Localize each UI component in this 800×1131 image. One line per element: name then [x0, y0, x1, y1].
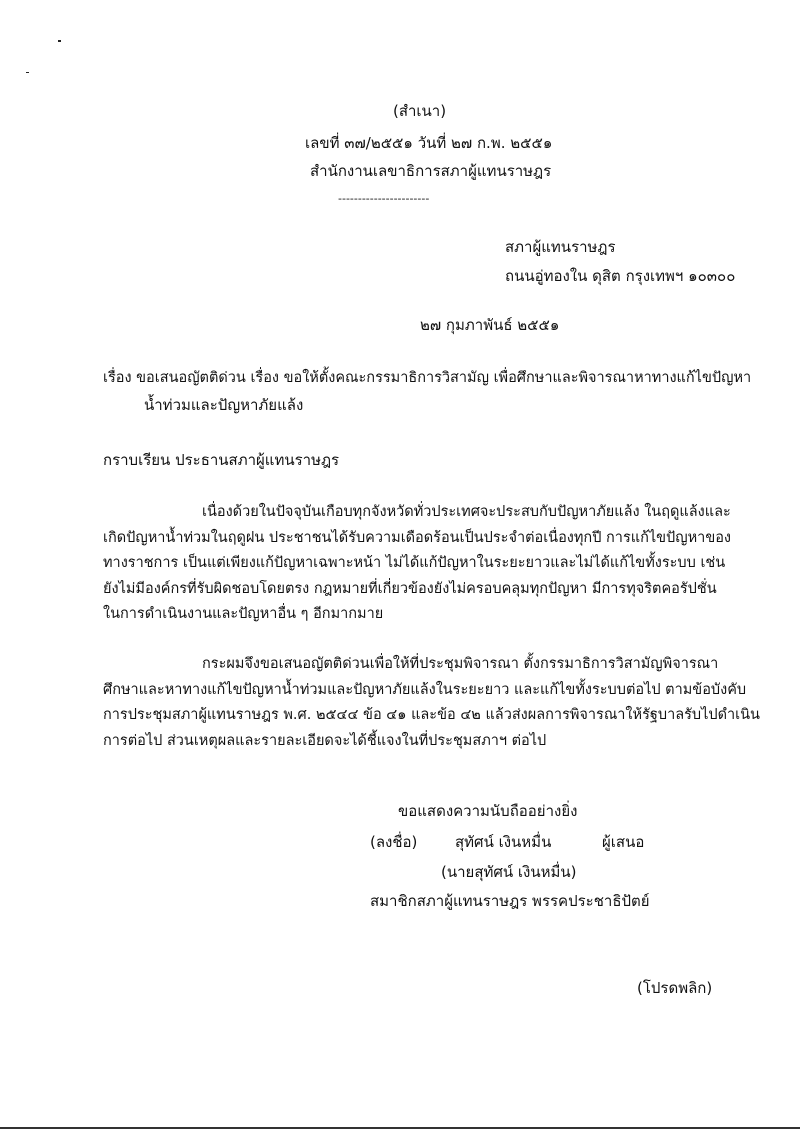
body-paragraph-1	[103, 500, 732, 628]
paragraph-line: เนื่องด้วยในปัจจุบันเกือบทุกจังหวัดทั่วประเทศจะประสบกับปัญหาภัยแล้ง ในฤดูแล้งและ	[202, 504, 731, 520]
letter-date: ๒๗ กุมภาพันธ์ ๒๕๕๑	[420, 316, 560, 334]
header-separator: -----------------------	[338, 192, 430, 205]
paragraph-line: ศึกษาและหาทางแก้ไขปัญหาน้ำท่วมและปัญหาภัยแล้งในระยะยาว และแก้ไขทั้งระบบต่อไป ตามข้อบังคับ	[103, 681, 747, 698]
paragraph-line: ในการดำเนินงานและปัญหาอื่น ๆ อีกมากมาย	[103, 606, 384, 622]
copy-mark: (สำเนา)	[393, 102, 447, 120]
paragraph-line: ยังไม่มีองค์กรที่รับผิดชอบโดยตรง กฎหมายที่เกี่ยวข้องยังไม่ครอบคลุมทุกปัญหา มีการทุจริตคอรัปชั่น	[103, 580, 717, 597]
signer-full-name: (นายสุทัศน์ เงินหมื่น)	[441, 863, 577, 881]
paragraph-line: การประชุมสภาผู้แทนราษฎร พ.ศ. ๒๕๔๔ ข้อ ๔๑ และข้อ ๔๒ แล้วส่งผลการพิจารณาให้รัฐบาลรับไปดำเนิน	[103, 707, 760, 723]
address-line-1: สภาผู้แทนราษฎร	[505, 238, 616, 256]
address-line-2: ถนนอู่ทองใน ดุสิต กรุงเทพฯ ๑๐๓๐๐	[505, 267, 736, 285]
paragraph-line: เกิดปัญหาน้ำท่วมในฤดูฝน ประชาชนได้รับความเดือดร้อนเป็นประจำต่อเนื่องทุกปี การแก้ไขปัญหาของ	[103, 529, 732, 546]
scan-edge-line	[0, 1127, 800, 1129]
closing-respect: ขอแสดงความนับถืออย่างยิ่ง	[398, 802, 578, 820]
body-paragraph-2	[103, 652, 760, 754]
scan-speck	[58, 40, 61, 42]
signer-name: สุทัศน์ เงินหมื่น	[455, 833, 552, 851]
sign-label: (ลงชื่อ)	[370, 833, 418, 851]
doc-number: เลขที่ ๓๗/๒๕๕๑ วันที่ ๒๗ ก.พ. ๒๕๕๑	[305, 134, 553, 152]
signer-affiliation: สมาชิกสภาผู้แทนราษฎร พรรคประชาธิปัตย์	[370, 892, 650, 910]
salutation: กราบเรียน ประธานสภาผู้แทนราษฎร	[103, 451, 340, 469]
turn-over-note: (โปรดพลิก)	[637, 979, 713, 997]
paragraph-line: การต่อไป ส่วนเหตุผลและรายละเอียดจะได้ชี้แจงในที่ประชุมสภาฯ ต่อไป	[103, 732, 547, 749]
office-name: สำนักงานเลขาธิการสภาผู้แทนราษฎร	[310, 162, 552, 180]
scan-speck	[26, 72, 29, 73]
signer-role: ผู้เสนอ	[602, 833, 645, 851]
paragraph-line: กระผมจึงขอเสนอญัตติด่วนเพื่อให้ที่ประชุมพิจารณา ตั้งกรรมาธิการวิสามัญพิจารณา	[202, 656, 719, 672]
paragraph-line: ทางราชการ เป็นแต่เพียงแก้ปัญหาเฉพาะหน้า ไม่ได้แก้ปัญหาในระยะยาวและไม่ได้แก้ไขทั้งระบบ เช่น	[103, 555, 726, 571]
subject-line-2: น้ำท่วมและปัญหาภัยแล้ง	[144, 396, 304, 414]
subject-line-1: เรื่อง ขอเสนอญัตติด่วน เรื่อง ขอให้ตั้งคณะกรรมาธิการวิสามัญ เพื่อศึกษาและพิจารณาหาทางแก้ไขปัญหา	[103, 370, 752, 386]
